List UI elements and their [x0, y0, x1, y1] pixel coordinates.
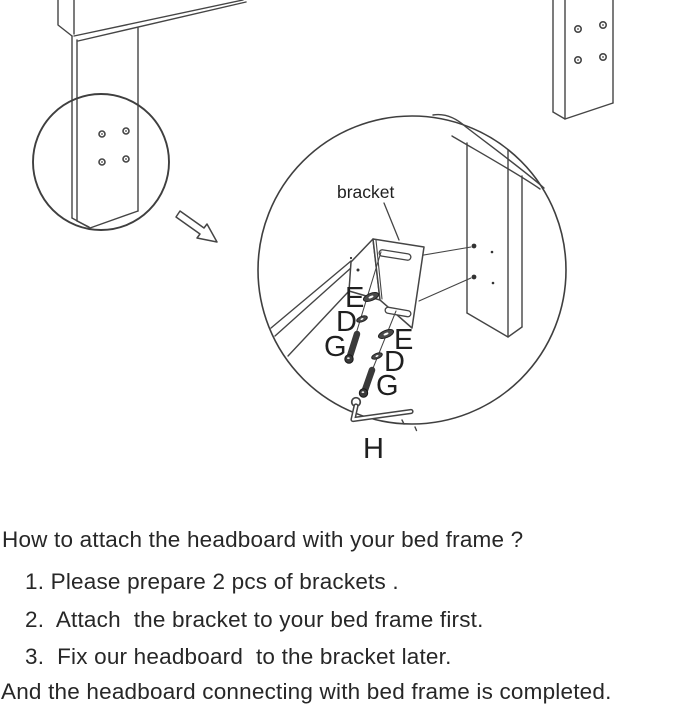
instruction-step-2: 2. Attach the bracket to your bed frame first. [25, 607, 484, 632]
label-allen-key-H: H [363, 433, 384, 465]
headboard-leg [72, 28, 138, 228]
label-bolt-G-1: G [324, 331, 347, 363]
zoom-arrow-icon [176, 211, 217, 242]
label-lockwasher-D-2: D [384, 346, 405, 378]
headboard-leg-holes [99, 128, 129, 165]
bedframe-leg-detail [433, 115, 544, 337]
instruction-step-3: 3. Fix our headboard to the bracket later. [25, 644, 452, 669]
instructions-conclusion: And the headboard connecting with bed frame is completed. [1, 679, 612, 704]
label-washer-E-2: E [394, 324, 414, 356]
allen-key [352, 398, 417, 431]
instructions-title: How to attach the headboard with your bed frame ? [2, 527, 524, 552]
bedframe-leg-top [553, 0, 613, 119]
bedframe-leg-holes [575, 22, 606, 63]
bedframe-leg-detail-holes [472, 244, 495, 285]
headboard-panel [58, 0, 246, 41]
bracket-label: bracket [337, 182, 395, 202]
label-washer-E-1: E [345, 282, 365, 314]
bracket-label-leader [384, 203, 399, 240]
instruction-step-1: 1. Please prepare 2 pcs of brackets . [25, 569, 399, 594]
label-lockwasher-D-1: D [336, 306, 357, 338]
label-bolt-G-2: G [376, 370, 399, 402]
